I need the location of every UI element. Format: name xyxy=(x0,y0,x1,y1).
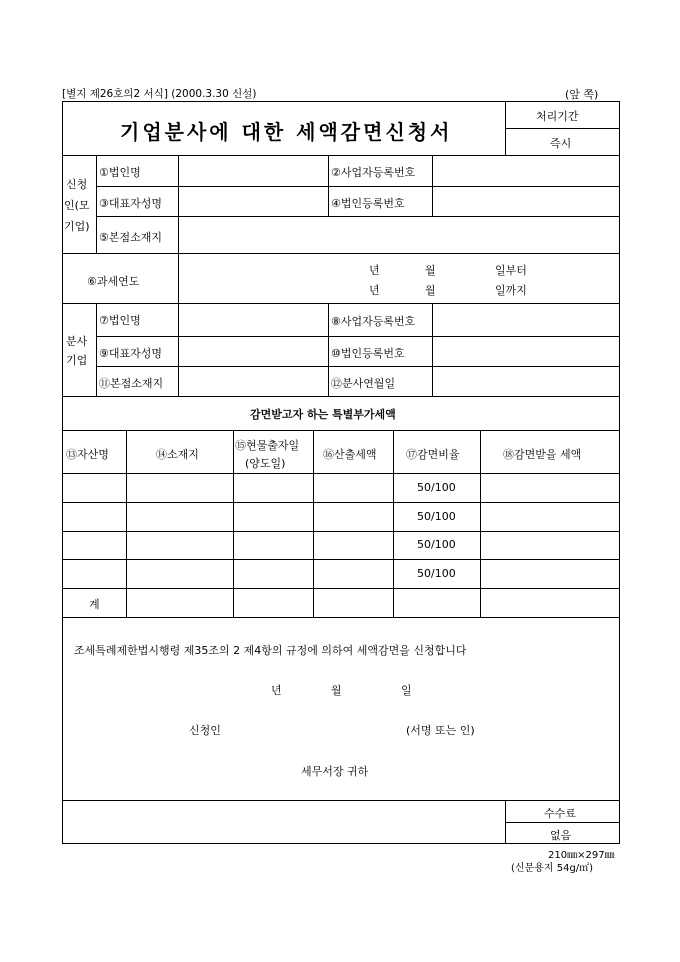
fee-label: 수수료 xyxy=(544,807,576,820)
col-header-reduced-tax: ⑱감면받을 세액 xyxy=(503,448,582,461)
rule xyxy=(328,155,329,216)
rule xyxy=(328,303,329,396)
declaration-day: 일 xyxy=(401,684,412,697)
rule xyxy=(62,502,620,503)
tax-year-month: 월 xyxy=(425,264,436,277)
tax-year-month: 월 xyxy=(425,284,436,297)
rule xyxy=(96,155,97,253)
processing-period-value: 즉시 xyxy=(550,137,572,150)
col-header-location: ⑭소재지 xyxy=(156,448,199,461)
tax-year-day-to: 일까지 xyxy=(495,284,527,297)
table-row-rate: 50/100 xyxy=(417,567,456,580)
table-total-label: 계 xyxy=(89,598,100,611)
processing-period-label: 처리기간 xyxy=(536,110,579,123)
declaration-year: 년 xyxy=(271,684,282,697)
spinoff-date-label: ⑫분사연월일 xyxy=(331,377,396,390)
rule xyxy=(62,559,620,560)
rule xyxy=(96,216,620,217)
paper-type: (신문용지 54g/㎡) xyxy=(511,863,594,874)
applicant-rep-name-label: ③대표자성명 xyxy=(99,197,162,210)
rule xyxy=(126,430,127,617)
spinoff-group-label: 기업 xyxy=(66,354,88,367)
processing-divider xyxy=(505,128,620,129)
rule xyxy=(96,366,620,367)
applicant-group-label: 인(모 xyxy=(64,199,90,212)
section-title: 감면받고자 하는 특별부가세액 xyxy=(250,408,396,421)
tax-year-label: ⑥과세연도 xyxy=(87,275,140,288)
col-header-transfer-date: (양도일) xyxy=(245,457,286,470)
rule xyxy=(62,303,620,304)
rule xyxy=(62,531,620,532)
applicant-address-label: ⑤본점소재지 xyxy=(99,231,162,244)
rule xyxy=(62,800,620,801)
spinoff-address-label: ⑪본점소재지 xyxy=(99,377,164,390)
col-header-reduction-rate: ⑰감면비율 xyxy=(406,448,460,461)
rule xyxy=(96,336,620,337)
rule xyxy=(393,430,394,617)
tax-year-year: 년 xyxy=(369,284,380,297)
rule xyxy=(432,303,433,396)
tax-year-year: 년 xyxy=(369,264,380,277)
spinoff-rep-name-label: ⑨대표자성명 xyxy=(99,347,162,360)
paper-size: 210㎜×297㎜ xyxy=(548,850,615,861)
rule xyxy=(62,396,620,397)
applicant-corp-reg-label: ④법인등록번호 xyxy=(331,197,405,210)
spinoff-corp-name-label: ⑦법인명 xyxy=(99,314,141,327)
applicant-group-label: 신청 xyxy=(66,178,88,191)
rule xyxy=(313,430,314,617)
applicant-biz-reg-label: ②사업자등록번호 xyxy=(331,166,416,179)
page-side-label: (앞 쪽) xyxy=(565,88,599,101)
rule xyxy=(96,186,620,187)
col-header-calculated-tax: ⑯산출세액 xyxy=(323,448,377,461)
rule xyxy=(62,473,620,474)
table-row-rate: 50/100 xyxy=(417,538,456,551)
table-row-rate: 50/100 xyxy=(417,510,456,523)
rule xyxy=(480,430,481,617)
rule xyxy=(62,588,620,589)
fee-value: 없음 xyxy=(550,829,572,842)
rule xyxy=(178,303,179,396)
form-title: 기업분사에 대한 세액감면신청서 xyxy=(120,120,453,144)
applicant-group-label: 기업) xyxy=(64,220,90,233)
rule xyxy=(505,822,620,823)
rule xyxy=(62,253,620,254)
tax-year-day-from: 일부터 xyxy=(495,264,527,277)
spinoff-group-label: 분사 xyxy=(66,335,88,348)
spinoff-corp-reg-label: ⑩법인등록번호 xyxy=(331,347,405,360)
col-header-contribution-date: ⑮현물출자일 xyxy=(235,439,300,452)
spinoff-biz-reg-label: ⑧사업자등록번호 xyxy=(331,315,416,328)
declaration-month: 월 xyxy=(331,684,342,697)
table-row-rate: 50/100 xyxy=(417,481,456,494)
col-header-asset-name: ⑬자산명 xyxy=(66,448,109,461)
applicant-corp-name-label: ①법인명 xyxy=(99,166,141,179)
addressee: 세무서장 귀하 xyxy=(301,765,369,778)
rule xyxy=(62,155,620,156)
rule xyxy=(178,155,179,253)
form-number: [별지 제26호의2 서식] (2000.3.30 신설) xyxy=(62,88,257,100)
signature-seal-label: (서명 또는 인) xyxy=(406,724,475,737)
rule xyxy=(96,303,97,396)
declaration-statement: 조세특례제한법시행령 제35조의 2 제4항의 규정에 의하여 세액감면을 신청합니다 xyxy=(74,644,467,657)
rule xyxy=(62,430,620,431)
rule xyxy=(233,430,234,617)
rule xyxy=(178,253,179,303)
rule xyxy=(62,617,620,618)
rule xyxy=(432,155,433,216)
applicant-signature-label: 신청인 xyxy=(189,724,221,737)
